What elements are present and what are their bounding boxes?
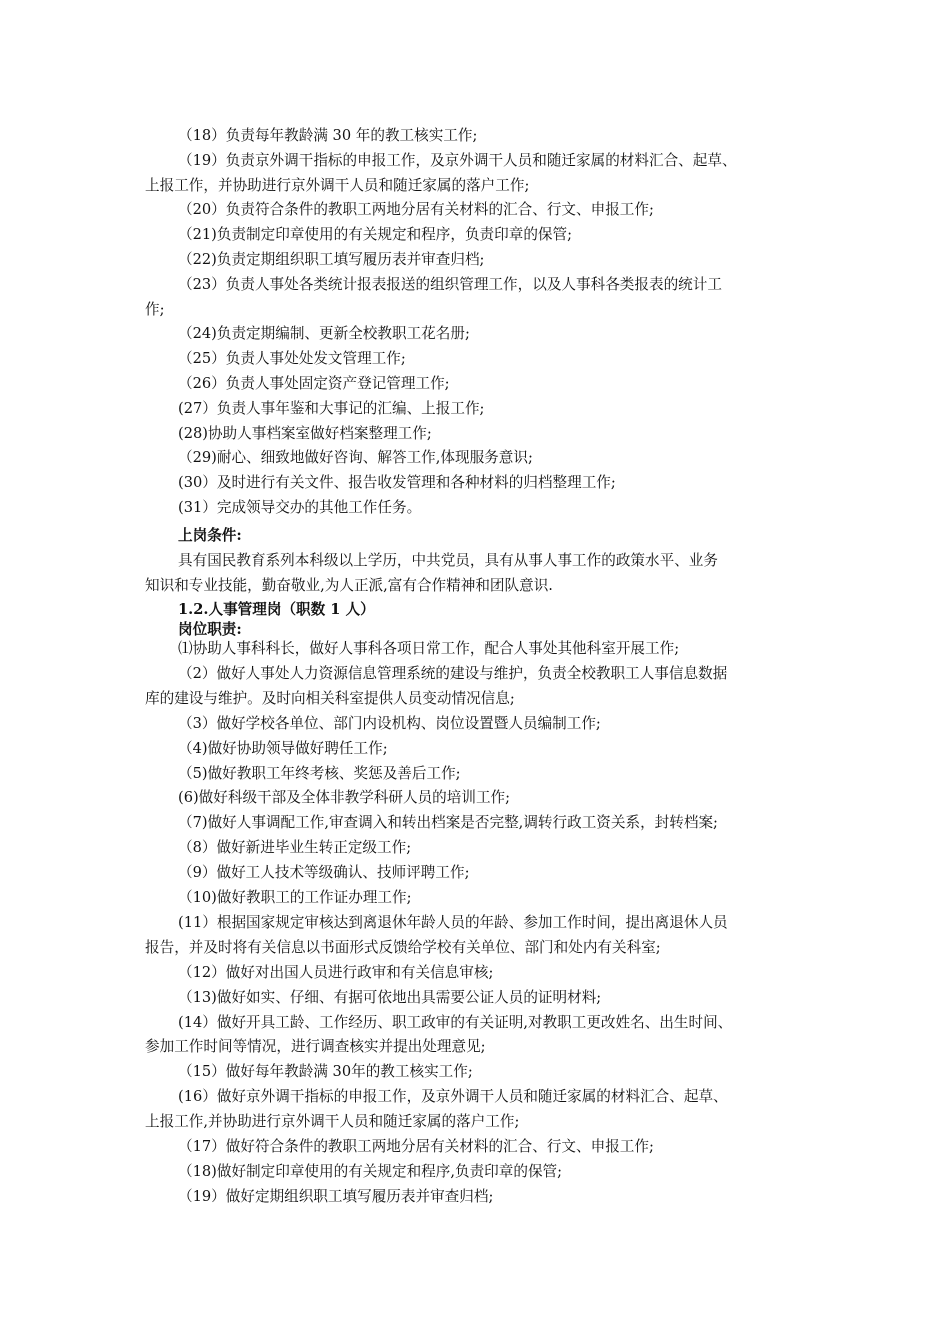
duty-item: （29)耐心、细致地做好咨询、解答工作,体现服务意识; bbox=[178, 449, 533, 467]
conditions-line-2: 知识和专业技能，勤奋敬业,为人正派,富有合作精神和团队意识. bbox=[145, 577, 553, 594]
duty-item-continued: 库的建设与维护。及时向相关科室提供人员变动情况信息; bbox=[145, 689, 515, 707]
duty-item: （20）负责符合条件的教职工两地分居有关材料的汇合、行文、申报工作; bbox=[178, 201, 654, 219]
duty-item-continued: 作; bbox=[145, 300, 165, 318]
duty-item: （22)负责定期组织职工填写履历表并审查归档; bbox=[178, 251, 485, 268]
duty-item: （9）做好工人技术等级确认、技师评聘工作; bbox=[178, 864, 470, 882]
duty-item: （21)负责制定印章使用的有关规定和程序，负责印章的保管; bbox=[178, 226, 573, 244]
duty-item: (27）负责人事年鉴和大事记的汇编、上报工作; bbox=[178, 399, 485, 417]
conditions-line-1: 具有国民教育系列本科级以上学历，中共党员，具有从事人事工作的政策水平、业务 bbox=[178, 552, 718, 569]
duty-item: (30）及时进行有关文件、报告收发管理和各种材料的归档整理工作; bbox=[178, 474, 616, 492]
duty-item: （4)做好协助领导做好聘任工作; bbox=[178, 739, 388, 757]
duty-item: （13)做好如实、仔细、有据可依地出具需要公证人员的证明材料; bbox=[178, 988, 602, 1006]
duty-item: (16）做好京外调干指标的申报工作，及京外调干人员和随迁家属的材料汇合、起草、 bbox=[178, 1088, 728, 1106]
duty-item: （18）负责每年教龄满 30 年的教工核实工作; bbox=[178, 127, 478, 144]
duty-item: (6)做好科级干部及全体非教学科研人员的培训工作; bbox=[178, 789, 511, 807]
duty-item: ⑴协助人事科科长，做好人事科各项日常工作，配合人事处其他科室开展工作; bbox=[178, 640, 680, 657]
duty-item: （25）负责人事处处发文管理工作; bbox=[178, 350, 406, 368]
duty-item-continued: 参加工作时间等情况，进行调查核实并提出处理意见; bbox=[145, 1038, 486, 1056]
duty-item: （8）做好新进毕业生转正定级工作; bbox=[178, 839, 412, 857]
duty-item: （3）做好学校各单位、部门内设机构、岗位设置暨人员编制工作; bbox=[178, 714, 601, 732]
duty-item: (14）做好开具工龄、工作经历、职工政审的有关证明,对教职工更改姓名、出生时间、 bbox=[178, 1013, 733, 1031]
duty-item: （19）做好定期组织职工填写履历表并审查归档; bbox=[178, 1187, 494, 1205]
duty-item: （26）负责人事处固定资产登记管理工作; bbox=[178, 375, 450, 392]
duty-item: (11）根据国家规定审核达到离退休年龄人员的年龄、参加工作时间，提出离退休人员 bbox=[178, 913, 728, 931]
duties-heading: 岗位职责: bbox=[178, 621, 242, 638]
duty-item: (31）完成领导交办的其他工作任务。 bbox=[178, 499, 422, 516]
duty-item: （10)做好教职工的工作证办理工作; bbox=[178, 889, 412, 906]
duty-item: （24)负责定期编制、更新全校教职工花名册; bbox=[178, 325, 470, 343]
duty-item: （23）负责人事处各类统计报表报送的组织管理工作，以及人事科各类报表的统计工 bbox=[178, 275, 722, 293]
conditions-heading: 上岗条件: bbox=[178, 527, 242, 544]
duty-item: （2）做好人事处人力资源信息管理系统的建设与维护，负责全校教职工人事信息数据 bbox=[178, 664, 728, 682]
duty-item: （15）做好每年教龄满 30年的教工核实工作; bbox=[178, 1063, 473, 1081]
duty-item: (28)协助人事档案室做好档案整理工作; bbox=[178, 424, 432, 442]
duty-item: （18)做好制定印章使用的有关规定和程序,负责印章的保管; bbox=[178, 1162, 563, 1180]
duty-item: （7)做好人事调配工作,审查调入和转出档案是否完整,调转行政工资关系，封转档案; bbox=[178, 814, 718, 832]
duty-item-continued: 上报工作,并协助进行京外调干人员和随迁家属的落户工作; bbox=[145, 1113, 520, 1131]
duty-item: （19）负责京外调干指标的申报工作，及京外调干人员和随迁家属的材料汇合、起草、 bbox=[178, 151, 737, 169]
duty-item: （12）做好对出国人员进行政审和有关信息审核; bbox=[178, 963, 494, 981]
duty-item: （17）做好符合条件的教职工两地分居有关材料的汇合、行文、申报工作; bbox=[178, 1138, 654, 1155]
section-2-heading: 1.2.人事管理岗（职数 1 人） bbox=[178, 601, 375, 618]
duty-item-continued: 上报工作，并协助进行京外调干人员和随迁家属的落户工作; bbox=[145, 176, 530, 194]
duty-item-continued: 报告，并及时将有关信息以书面形式反馈给学校有关单位、部门和处内有关科室; bbox=[145, 938, 661, 956]
duty-item: （5)做好教职工年终考核、奖惩及善后工作; bbox=[178, 764, 461, 782]
